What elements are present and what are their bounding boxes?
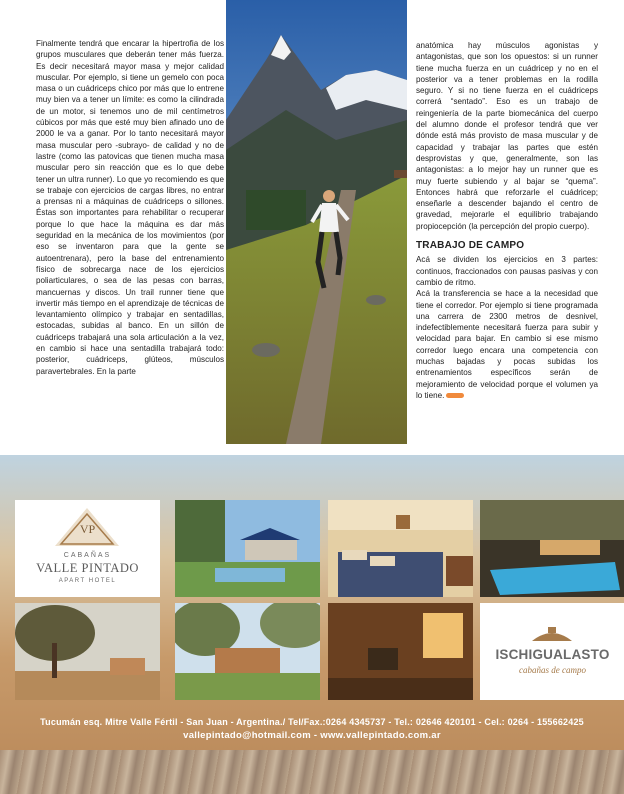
article-left-column [36, 38, 224, 377]
logo-line1: CABAÑAS [63, 552, 112, 559]
photo-pool-night [480, 500, 624, 597]
article-left-text: Finalmente tendrá que encarar la hipertrofia de los grupos musculares que deberán tener más fuerza. Es decir necesitará mayor masa y mejor calidad muscular. Por ejemplo, si tiene un gemelo con poca masa o un cuádriceps chico por más que lo entrene muy bien va a tener un límite: es como la cilindrada de un motor, si tenemos uno de mil centímetros cúbicos por más que esté muy bien afinado uno de 2000 le va a ganar. Por lo tanto necesitará mayor masa muscular pero -subrayo- de calidad y no de lastre (como las patovicas que tienen mucha masa muscular pero sin reacción que es lo que debe tener un ultra runner). Lo que yo recomiendo es que se trabaje con ejercicios de cargas libres, no entrar a prensas ni a máquinas de cuádriceps o sillones. Éstas son importantes para rehabilitar o recuperar porque lo que hace la máquina es dar más seguridad en la mecánica de los movimientos (por eso se inventaron para que la gente se autoentrenara), pero la base del entrenamiento físico de sobrecarga nace de los ejercicios poliarticulares, o sea de las pesas con barras, mancuernas y discos. Un trail runner tiene que invertir más tiempo en el aprendizaje de técnicas de levantamiento olímpico y trabajar en sentadillas, estocadas, subidas al banco. En un sillón de cuádriceps trabajará una sola articulación a la vez, en cambio si hace una sentadilla trabajará todo: posterior, cuádriceps, glúteos, músculos paravertebrales. En la parte [36, 39, 224, 376]
ischigualasto-logo [480, 603, 624, 700]
end-mark-icon [446, 393, 464, 398]
article-right-intro: anatómica hay músculos agonistas y antagonistas, que son los opuestos: si un runner tiene mucha fuerza en un cuádricep y no en el posterior va a tener problemas en la rodilla seguro. Y si no tiene fuerza en el cuádriceps correrá “sentado”. Eso es un trabajo de reingeniería de la parte biomecánica del cuerpo del alumno donde el profesor tendrá que ver dónde está más provisto de masa muscular y de capacidad y trabajar las partes que estén desprovistas y que, generalmente, son las antagonistas: a lo mejor hay un runner que es muy fuerte subiendo y al bajar se “quema”. Entonces habrá que reforzarle el cuádricep; enseñarle a descender bajando el centro de gravedad, mejorarle el equilibrio trabajando propiocepción (la percepción del propio cuerpo). [416, 41, 598, 231]
section-paragraph-2-text: Acá la transferencia se hace a la necesidad que tiene el corredor. Por ejemplo si tiene programada una carrera de 2300 metros de desnivel, indefectiblemente necesitará fuerza para subir y velocidad para bajar. En cambio si ese mismo corredor luego encara una competencia con muchas bajadas y pocas subidas los entrenamientos específicos serán de mejoramiento de velocidad porque el volumen ya lo tiene. [416, 289, 598, 400]
photo-bedroom [328, 500, 473, 597]
section-heading: TRABAJO DE CAMPO [416, 240, 525, 252]
logo-monogram: VP [79, 522, 96, 536]
section-paragraph-1: Acá se dividen los ejercicios en 3 partes: continuos, fraccionados con pausas pasivas y con cambio de ritmo. [416, 255, 598, 287]
logo-line2: VALLE PINTADO [36, 561, 139, 575]
logo-arch-icon [532, 633, 572, 641]
valle-pintado-logo [15, 500, 160, 597]
photo-living-room [328, 603, 473, 700]
contact-email-web[interactable]: vallepintado@hotmail.com - www.vallepintado.com.ar [183, 730, 441, 741]
logo2-name: ISCHIGUALASTO [495, 647, 610, 662]
rock-texture-strip [0, 750, 624, 794]
photo-cabin-lawn [175, 603, 320, 700]
photo-cabin-trees [15, 603, 160, 700]
section-paragraph-2 [416, 288, 598, 401]
article-right-column [416, 40, 598, 401]
hotel-advertisement [0, 455, 624, 794]
logo2-tagline: cabañas de campo [519, 665, 586, 675]
logo-line3: APART HOTEL [58, 578, 117, 584]
photo-pool-gazebo [175, 500, 320, 597]
contact-address-phones: Tucumán esq. Mitre Valle Fértil - San Juan - Argentina./ Tel/Fax.:0264 4345737 - Tel.: 02646 420101 - Cel.: 0264 - 155662425 [40, 717, 584, 727]
trail-runner-photo [226, 0, 407, 444]
contact-info [0, 717, 624, 741]
